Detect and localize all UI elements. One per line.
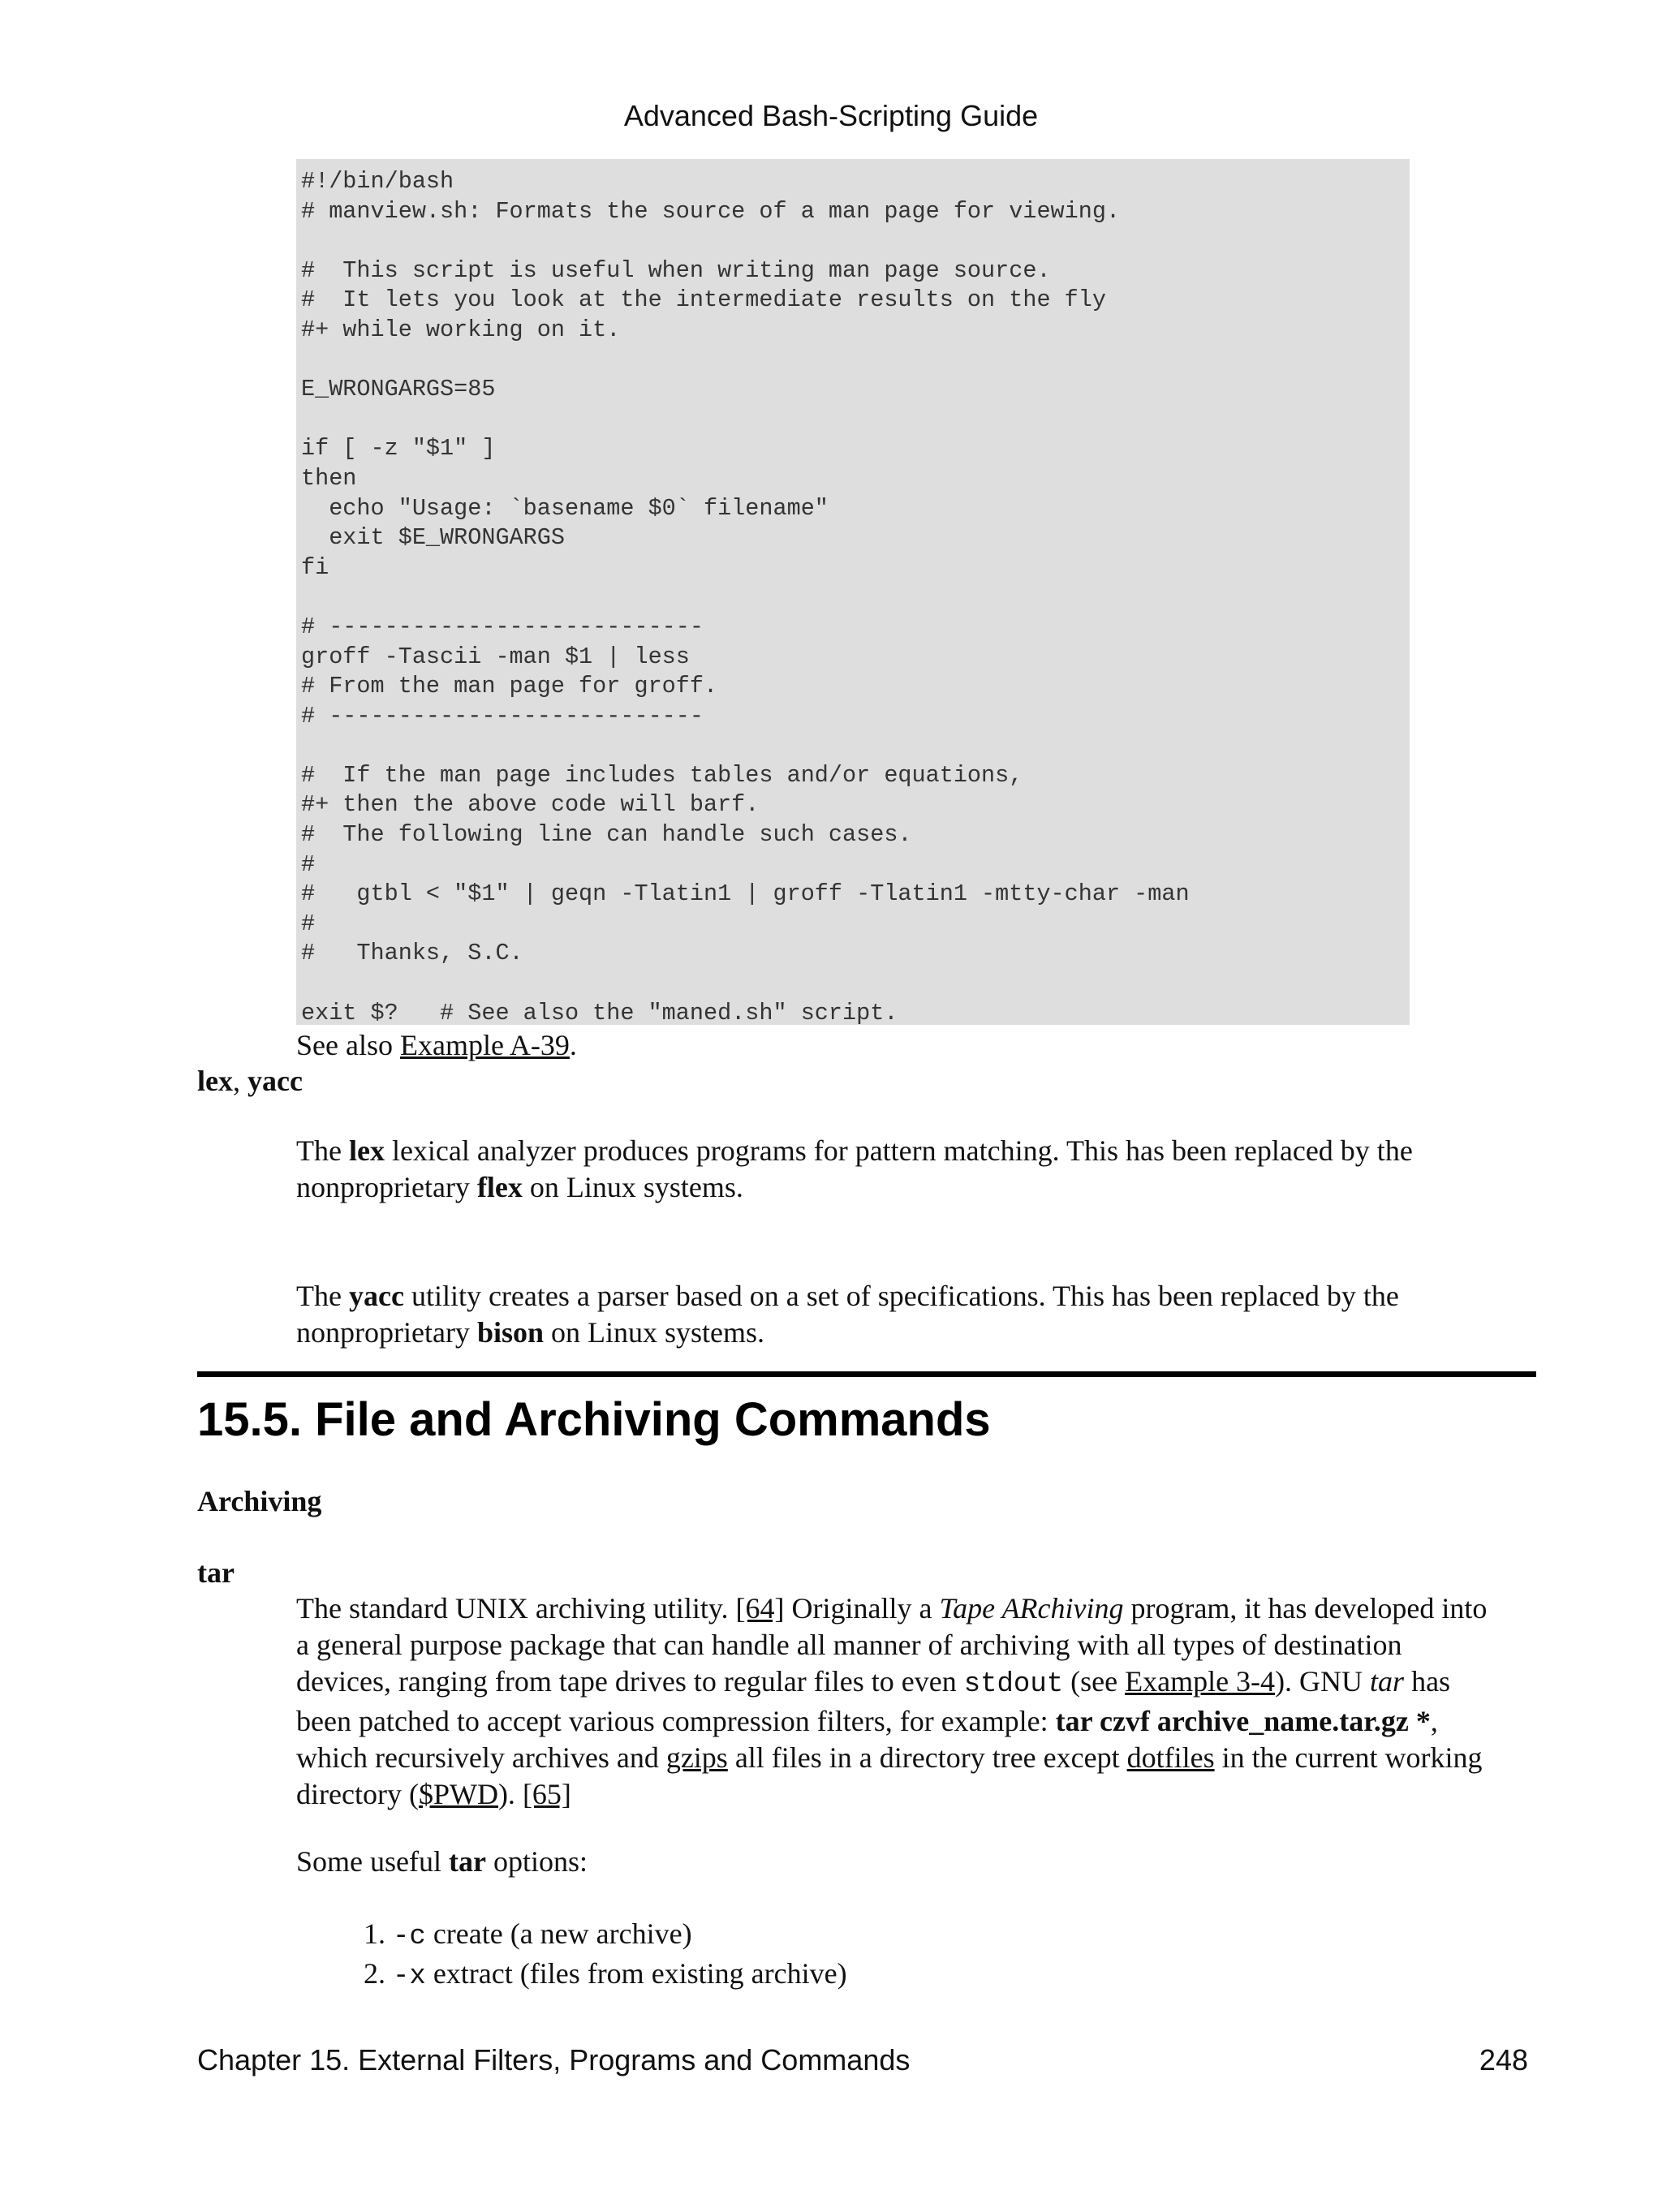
code-line: echo "Usage: `basename $0` filename": [301, 494, 829, 522]
code-block: [296, 159, 1410, 1025]
code-line: fi: [301, 553, 329, 581]
tar-line-3: devices, ranging from tape drives to regular files to even stdout (see Example 3-4). GNU tar has: [296, 1665, 1451, 1700]
code-line: #: [301, 850, 316, 878]
yacc-para-line-1: The yacc utility creates a parser based on a set of specifications. This has been replaced by the: [296, 1280, 1399, 1312]
link-pwd[interactable]: $PWD: [418, 1778, 498, 1810]
code-line: E_WRONGARGS=85: [301, 376, 496, 403]
code-line: [301, 405, 1410, 435]
link-gzips[interactable]: gzips: [665, 1741, 728, 1774]
tar-description: [296, 1590, 1487, 1813]
options-list: [364, 1916, 847, 1995]
code-line: # ---------------------------: [301, 702, 704, 729]
term-lex-yacc: lex, yacc: [197, 1065, 303, 1097]
yacc-para-line-2: nonproprietary bison on Linux systems.: [296, 1316, 765, 1349]
see-also-line: See also Example A-39.: [296, 1029, 577, 1061]
code-line: # Thanks, S.C.: [301, 940, 523, 967]
code-line: [301, 226, 1410, 256]
footnote-link-65[interactable]: [65]: [522, 1778, 571, 1810]
code-line: [301, 346, 1410, 376]
link-example-a-39[interactable]: Example A-39: [399, 1029, 570, 1061]
code-line: groff -Tascii -man $1 | less: [301, 643, 690, 670]
term-tar: tar: [197, 1556, 235, 1589]
code-line: # It lets you look at the intermediate results on the fly: [301, 286, 1106, 314]
code-line: [301, 969, 1410, 999]
lex-paragraph: [296, 1133, 1413, 1206]
link-dotfiles[interactable]: dotfiles: [1126, 1741, 1215, 1774]
code-line: [301, 583, 1410, 613]
section-divider: [197, 1371, 1536, 1377]
tar-line-1: The standard UNIX archiving utility. [64] Originally a Tape ARchiving program, it has developed into: [296, 1592, 1488, 1625]
lex-para-line-2: nonproprietary flex on Linux systems.: [296, 1171, 743, 1203]
code-line: #!/bin/bash: [301, 168, 454, 195]
yacc-paragraph: [296, 1278, 1399, 1351]
footer-chapter: Chapter 15. External Filters, Programs and Commands: [197, 2043, 911, 2076]
tar-line-6: directory ($PWD). [65]: [296, 1778, 571, 1810]
code-line: then: [301, 464, 357, 492]
subheading-archiving: Archiving: [197, 1485, 322, 1517]
tar-line-4: been patched to accept various compression filters, for example: tar czvf archive_name.tar.gz *,: [296, 1705, 1438, 1737]
page-header: Advanced Bash-Scripting Guide: [623, 99, 1039, 132]
code-line: # From the man page for groff.: [301, 673, 718, 700]
code-line: # The following line can handle such cases.: [301, 821, 912, 849]
code-line: [301, 731, 1410, 761]
code-line: # manview.sh: Formats the source of a man page for viewing.: [301, 197, 1121, 225]
footer-page-number: 248: [1479, 2043, 1528, 2076]
code-line: exit $E_WRONGARGS: [301, 524, 565, 552]
link-example-3-4[interactable]: Example 3-4: [1125, 1665, 1276, 1698]
list-item: 1. -c create (a new archive): [364, 1917, 692, 1952]
tar-line-5: which recursively archives and gzips all files in a directory tree except dotfiles in the current working: [296, 1741, 1483, 1774]
code-line: if [ -z "$1" ]: [301, 435, 496, 463]
code-line: # This script is useful when writing man page source.: [301, 256, 1051, 284]
footnote-link-64[interactable]: [64]: [735, 1592, 785, 1625]
lex-para-line-1: The lex lexical analyzer produces programs for pattern matching. This has been replaced by the: [296, 1134, 1413, 1167]
code-line: # gtbl < "$1" | geqn -Tlatin1 | groff -Tlatin1 -mtty-char -man: [301, 880, 1190, 908]
code-line: #: [301, 910, 316, 937]
code-line: #+ while working on it.: [301, 316, 621, 343]
section-title: 15.5. File and Archiving Commands: [197, 1393, 991, 1446]
code-line: exit $? # See also the "maned.sh" script.: [301, 999, 898, 1025]
code-line: #+ then the above code will barf.: [301, 791, 760, 819]
tar-line-2: a general purpose package that can handle all manner of archiving with all types of destination: [296, 1629, 1402, 1661]
list-item: 2. -x extract (files from existing archive): [364, 1957, 847, 1992]
options-intro: Some useful tar options:: [296, 1845, 588, 1878]
code-line: # If the man page includes tables and/or equations,: [301, 761, 1023, 789]
code-line: # ---------------------------: [301, 613, 704, 640]
